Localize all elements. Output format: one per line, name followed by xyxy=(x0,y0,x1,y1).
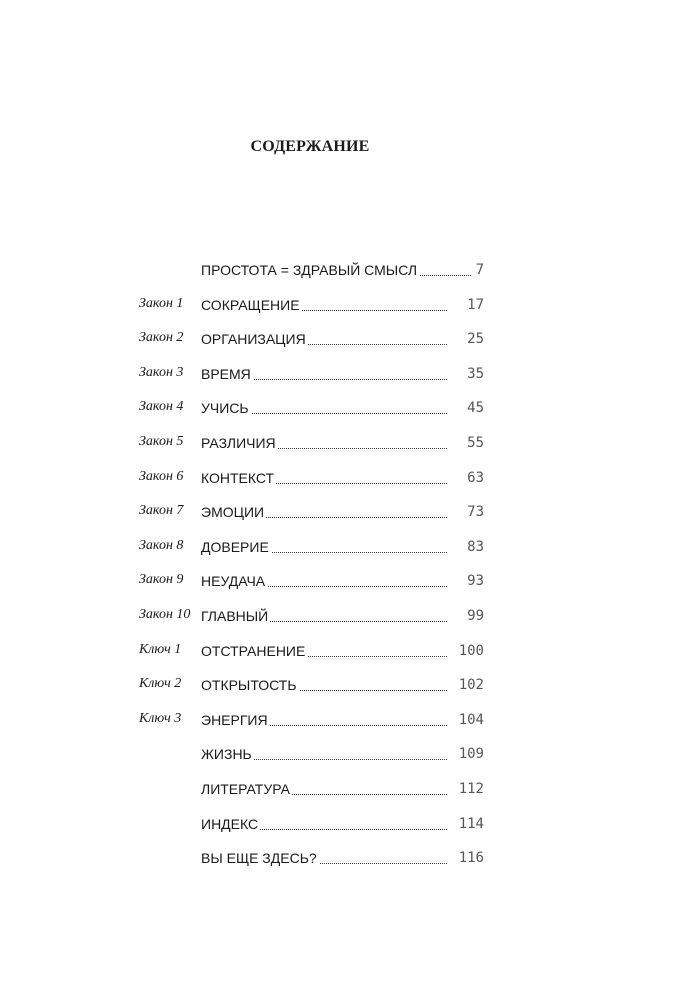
toc-entry-page-number: 45 xyxy=(467,400,484,417)
toc-entry-label: Закон 2 xyxy=(139,330,184,346)
toc-entry-title: ЭНЕРГИЯ xyxy=(201,711,268,728)
toc-entry-title-leader xyxy=(201,292,447,318)
toc-heading: СОДЕРЖАНИЕ xyxy=(250,138,370,155)
toc-entry-title: ЛИТЕРАТУРА xyxy=(201,781,290,797)
toc-entry-page-number: 55 xyxy=(467,435,484,451)
toc-entry-title-leader xyxy=(201,672,447,698)
toc-entry-title-leader xyxy=(201,430,447,456)
toc-entry xyxy=(0,361,696,389)
toc-entry-title: ДОВЕРИЕ xyxy=(201,538,269,555)
toc-entry-title: ПРОСТОТА = ЗДРАВЫЙ СМЫСЛ xyxy=(201,262,418,278)
toc-entry xyxy=(0,395,696,423)
toc-entry-title-leader xyxy=(201,568,447,594)
toc-entry-title-leader xyxy=(201,638,447,664)
toc-entry xyxy=(0,811,696,839)
toc-entry-page-number: 99 xyxy=(467,608,484,624)
toc-entry-title: СОКРАЩЕНИЕ xyxy=(201,296,300,313)
toc-entry-label: Ключ 3 xyxy=(139,710,182,726)
toc-entry xyxy=(0,292,696,320)
toc-entry-title: НЕУДАЧА xyxy=(201,573,266,590)
toc-entry-label: Закон 6 xyxy=(139,468,184,484)
toc-entry xyxy=(0,603,696,631)
toc-entry xyxy=(0,326,696,354)
toc-entry-page-number: 83 xyxy=(467,538,484,555)
toc-entry-title: КОНТЕКСТ xyxy=(201,469,275,486)
toc-entry xyxy=(0,534,696,562)
toc-entry-label: Ключ 1 xyxy=(139,641,182,657)
toc-entry-page-number: 100 xyxy=(458,642,484,659)
toc-entry-label: Закон 7 xyxy=(139,503,184,519)
toc-entry-title: ВРЕМЯ xyxy=(201,365,251,382)
toc-entry-title-leader xyxy=(201,707,447,733)
toc-entry xyxy=(0,499,696,527)
toc-entry-title-leader xyxy=(201,845,447,871)
toc-entry-title-leader xyxy=(201,776,447,802)
toc-entry xyxy=(0,672,696,700)
toc-entry-page-number: 25 xyxy=(467,331,484,348)
toc-entry-title-leader xyxy=(201,326,447,352)
toc-entry-title-leader xyxy=(201,741,447,767)
toc-entry xyxy=(0,257,696,285)
toc-entry-label: Закон 4 xyxy=(139,399,184,415)
toc-entry-page-number: 104 xyxy=(458,711,484,728)
toc-entry-title: ОРГАНИЗАЦИЯ xyxy=(201,331,306,348)
toc-entry-title-leader xyxy=(201,395,447,421)
toc-entry-page-number: 114 xyxy=(458,815,484,832)
toc-entry xyxy=(0,707,696,735)
toc-entry-title: ГЛАВНЫЙ xyxy=(201,608,269,624)
toc-entry-title-leader xyxy=(201,603,447,629)
toc-entry-label: Закон 3 xyxy=(139,364,184,380)
toc-entry-title: ОТКРЫТОСТЬ xyxy=(201,677,297,694)
toc-entry-page-number: 73 xyxy=(467,504,484,521)
toc-entry-title-leader xyxy=(201,811,447,837)
toc-entry xyxy=(0,845,696,873)
toc-entry-label: Закон 10 xyxy=(139,607,191,622)
toc-entry-title-leader xyxy=(201,499,447,525)
toc-entry-title-leader xyxy=(201,257,471,283)
toc-entry-label: Закон 5 xyxy=(139,434,184,449)
toc-entry-title: ЭМОЦИИ xyxy=(201,504,265,521)
toc-entry-title: ИНДЕКС xyxy=(201,815,259,832)
toc-entry xyxy=(0,638,696,666)
toc-entry-page-number: 109 xyxy=(458,746,484,763)
toc-entry xyxy=(0,741,696,769)
toc-entry-page-number: 63 xyxy=(467,469,484,486)
toc-entry xyxy=(0,465,696,493)
toc-entry-title: УЧИСЬ xyxy=(201,400,249,417)
toc-entry-page-number: 7 xyxy=(475,262,484,278)
toc-entry-page-number: 112 xyxy=(458,781,484,797)
toc-entry-title: РАЗЛИЧИЯ xyxy=(201,435,276,451)
toc-entry-page-number: 93 xyxy=(467,573,484,590)
toc-entry-title-leader xyxy=(201,361,447,387)
toc-entry-label: Закон 1 xyxy=(139,295,184,311)
toc-entry-label: Ключ 2 xyxy=(139,676,182,692)
toc-entry-title: ВЫ ЕЩЕ ЗДЕСЬ? xyxy=(201,850,317,867)
toc-entry-page-number: 17 xyxy=(467,296,484,313)
toc-entry-label: Закон 9 xyxy=(139,572,184,588)
toc-entry-page-number: 116 xyxy=(458,850,484,867)
toc-entry-page-number: 35 xyxy=(467,365,484,382)
toc-entry xyxy=(0,776,696,804)
toc-entry xyxy=(0,568,696,596)
toc-entry-title: ЖИЗНЬ xyxy=(201,746,252,763)
toc-entry-title: ОТСТРАНЕНИЕ xyxy=(201,642,306,659)
toc-entry-page-number: 102 xyxy=(458,677,484,694)
toc-entry-label: Закон 8 xyxy=(139,537,184,553)
toc-entry-title-leader xyxy=(201,465,447,491)
toc-entry xyxy=(0,430,696,458)
toc-entry-title-leader xyxy=(201,534,447,560)
